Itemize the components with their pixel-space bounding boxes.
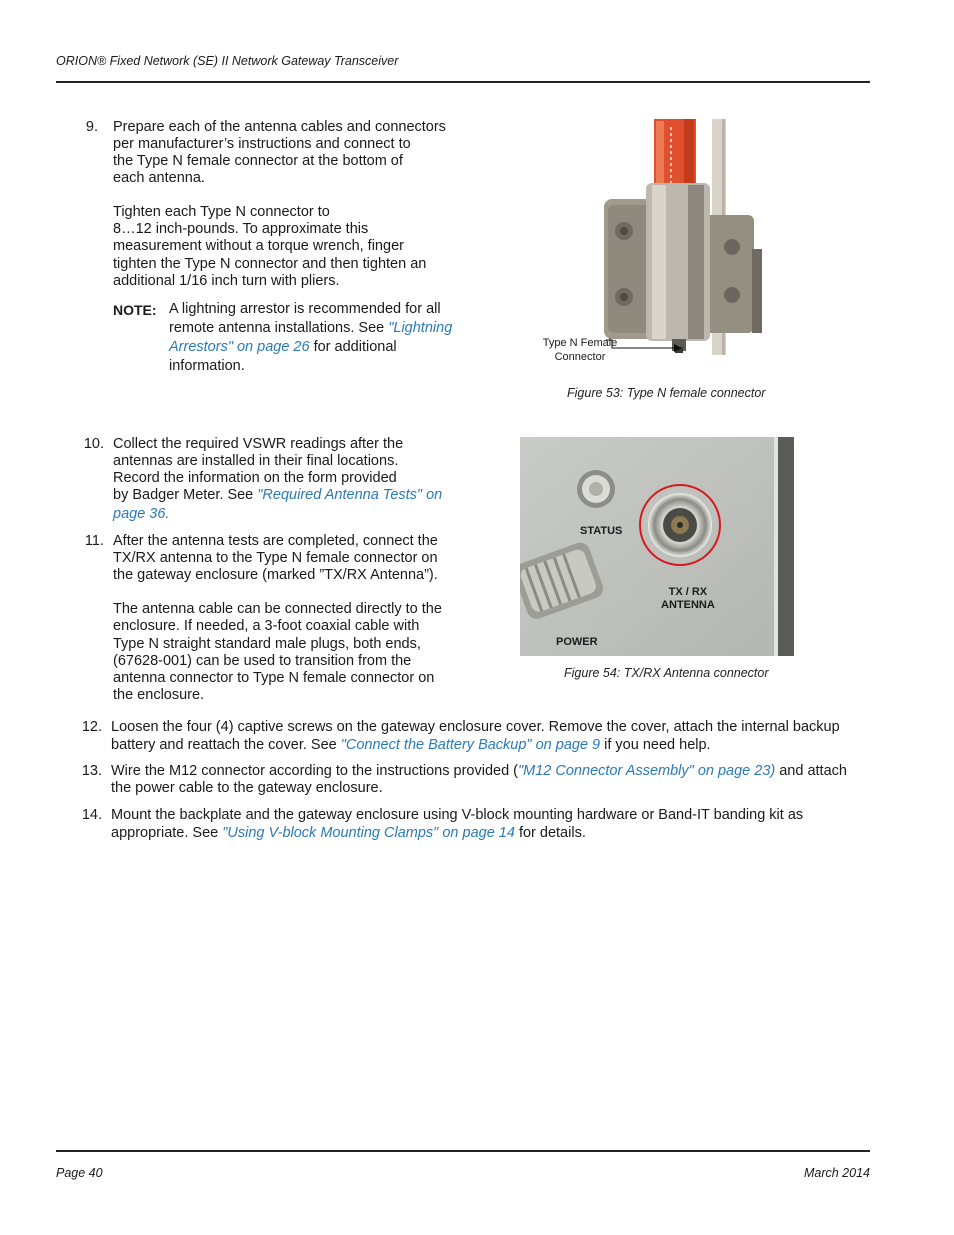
step-text-line [113,487,442,504]
step-text-line: Mount the backplate and the gateway enclosure using V-block mounting hardware or Band-IT banding kit as [111,807,804,823]
step-text-line: each antenna. [113,170,205,186]
label-line: TX / RX [668,586,708,598]
step-text: Wire the M12 connector according to the instructions provided ( [111,763,519,779]
step-text-line: Prepare each of the antenna cables and connectors [113,119,446,135]
footer-divider [56,1150,870,1152]
link-connect-battery-backup[interactable]: "Connect the Battery Backup" on page 9 [340,737,601,753]
step-text-line: (67628-001) can be used to transition from the [113,653,412,669]
note-label: NOTE: [113,302,157,318]
label-power: POWER [556,636,598,648]
step-text-line: Collect the required VSWR readings after the [113,436,404,452]
figure-54-caption: Figure 54: TX/RX Antenna connector [564,666,769,680]
step-number: 12. [81,719,102,735]
step-text-line: TX/RX antenna to the Type N female connector on [113,550,438,566]
step-text: battery and reattach the cover. See [111,737,341,753]
step-text-line [111,737,711,754]
note-line: information. [169,358,245,374]
enclosure-panel-illustration [520,437,794,656]
step-text: by Badger Meter. See [113,487,258,503]
step-text-line: the power cable to the gateway enclosure. [111,780,383,796]
label-txrx-antenna [661,586,715,612]
step-text-line: enclosure. If needed, a 3-foot coaxial cable with [113,618,420,634]
step-number: 11. [84,533,104,549]
footer-page-number: Page 40 [56,1166,103,1180]
callout-arrow [604,338,684,358]
step-number: 9. [85,119,98,135]
step-text-line: per manufacturer’s instructions and connect to [113,136,411,152]
document-header-title: ORION® Fixed Network (SE) II Network Gateway Transceiver [56,54,399,68]
step-text: and attach [775,763,847,779]
link-required-antenna-tests-cont[interactable]: page 36. [113,506,170,522]
callout-line: Type N Female [542,337,618,349]
step-text-line: Type N straight standard male plugs, both ends, [113,636,421,652]
step-text-line: measurement without a torque wrench, finger [113,238,404,254]
link-m12-connector-assembly[interactable]: "M12 Connector Assembly" on page 23) [518,763,776,779]
step-number: 10. [83,436,104,452]
step-text-line: tighten the Type N connector and then tighten an [113,256,427,272]
figure-53-caption: Figure 53: Type N female connector [567,386,766,400]
note-line [169,319,452,338]
figure-54-photo [520,437,794,656]
step-text-line: Loosen the four (4) captive screws on the gateway enclosure cover. Remove the cover, attach the internal backup [111,719,840,735]
label-status: STATUS [580,525,623,537]
footer-date: March 2014 [803,1166,870,1180]
step-text: for details. [514,825,586,841]
step-text-line [111,763,847,780]
step-text-line: Tighten each Type N connector to [113,204,330,220]
header-divider [56,81,870,83]
step-text: if you need help. [600,737,711,753]
note-line [169,338,397,357]
note-text: remote antenna installations. See [169,320,389,336]
link-lightning-arrestors[interactable]: "Lightning [388,320,453,336]
step-text-line [111,825,586,842]
label-line: ANTENNA [661,599,715,611]
link-lightning-arrestors-cont[interactable]: Arrestors" on page 26 [169,339,310,355]
step-text-line: The antenna cable can be connected directly to the [113,601,442,617]
link-using-v-block-clamps[interactable]: "Using V-block Mounting Clamps" on page 14 [222,825,515,841]
step-text-line: the enclosure. [113,687,205,703]
step-text-line: 8…12 inch-pounds. To approximate this [113,221,369,237]
note-text: for additional [309,339,397,355]
callout-line: Connector [554,351,606,363]
step-text-line: After the antenna tests are completed, connect the [113,533,438,549]
step-text: appropriate. See [111,825,223,841]
step-text-line: the gateway enclosure (marked ”TX/RX Antenna”). [113,567,438,583]
step-text-line: Record the information on the form provided [113,470,397,486]
step-number: 14. [81,807,102,823]
step-text-line: antenna connector to Type N female connector on [113,670,435,686]
link-required-antenna-tests[interactable]: "Required Antenna Tests" on [257,487,443,503]
figure-53-photo [536,119,764,355]
step-text-line: antennas are installed in their final locations. [113,453,399,469]
step-text-line: the Type N female connector at the bottom of [113,153,403,169]
step-text-line: additional 1/16 inch turn with pliers. [113,273,340,289]
note-line: A lightning arrestor is recommended for all [169,301,441,317]
step-number: 13. [81,763,102,779]
antenna-mount-illustration [536,119,764,355]
